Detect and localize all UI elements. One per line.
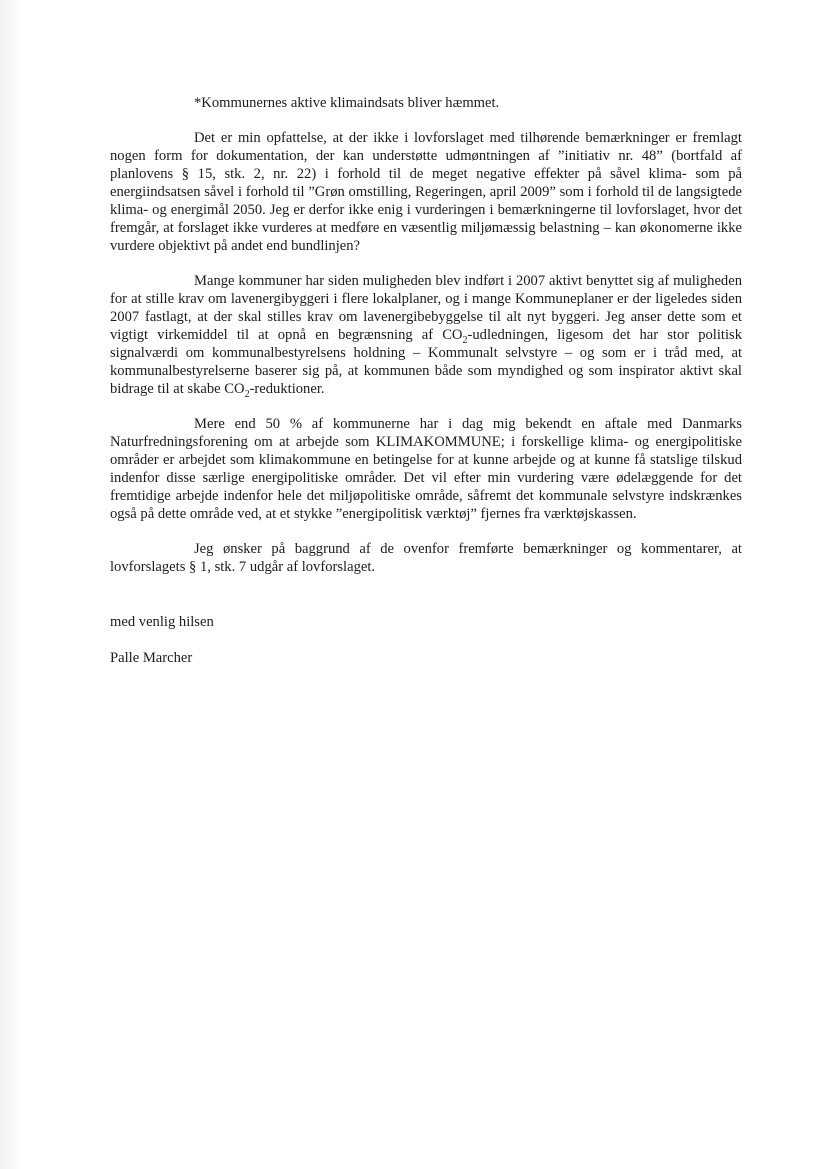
letter-page [110, 94, 742, 667]
co2-subscript-1: 2 [462, 334, 468, 346]
paragraph-2-text-c: -reduktioner. [249, 381, 325, 397]
letter-heading: *Kommunernes aktive klimaindsats bliver hæmmet. [194, 95, 500, 111]
closing-greeting: med venlig hilsen [110, 614, 214, 630]
paragraph-2-text-b: -udledningen, ligesom det har stor politisk signalværdi om kommunalbestyrelsens holdning – Kommunalt selvstyre – og som er i tråd med, at kommunalbestyrelserne baserer sig på, at kommunen både som myndighed og som inspirator aktivt skal bidrage til at skabe CO [110, 327, 742, 397]
paragraph-2 [110, 272, 742, 398]
paragraph-1: Det er min opfattelse, at der ikke i lovforslaget med tilhørende bemærkninger er fremlagt nogen form for dokumentation, der kan understøtte udmøntningen af ”initiativ nr. 48” (bortfald af planlovens § 15, stk. 2, nr. 22) i forhold til de meget negative effekter på såvel klima- som på energiindsatsen såvel i forhold til ”Grøn omstilling, Regeringen, april 2009” som i forhold til de langsigtede klima- og energimål 2050. Jeg er derfor ikke enig i vurderingen i bemærkningerne til lovforslaget, hvor det fremgår, at forslaget ikke vurderes at medføre en væsentlig miljømæssig belastning – kan økonomerne ikke vurdere objektivt på andet end bundlinjen? [110, 130, 742, 254]
paragraph-2-text-a: Mange kommuner har siden muligheden blev indført i 2007 aktivt benyttet sig af muligheden for at stille krav om lavenergibyggeri i flere lokalplaner, og i mange Kommuneplaner er der ligeledes siden 2007 fastlagt, at der skal stilles krav om lavenergibebyggelse til alt nyt byggeri. Jeg anser dette som et vigtigt virkemiddel til at opnå en begrænsning af CO [110, 273, 742, 343]
spacer [110, 593, 742, 613]
scan-edge-shadow [0, 0, 20, 1169]
co2-subscript-2: 2 [244, 388, 250, 400]
signature-name: Palle Marcher [110, 650, 193, 666]
paragraph-4: Jeg ønsker på baggrund af de ovenfor fremførte bemærkninger og kommentarer, at lovforslagets § 1, stk. 7 udgår af lovforslaget. [110, 541, 742, 575]
paragraph-3: Mere end 50 % af kommunerne har i dag mig bekendt en aftale med Danmarks Naturfredningsforening om at arbejde som KLIMAKOMMUNE; i forskellige klima- og energipolitiske områder er arbejdet som klimakommune en betingelse for at kunne arbejde og at kunne få statslige tilskud indenfor disse særlige energipolitiske områder. Det vil efter min vurdering være ødelæggende for det fremtidige arbejde indenfor hele det miljøpolitiske område, såfremt det kommunale selvstyre indskrænkes også på dette område ved, at et stykke ”energipolitisk værktøj” fjernes fra værktøjskassen. [110, 416, 742, 522]
